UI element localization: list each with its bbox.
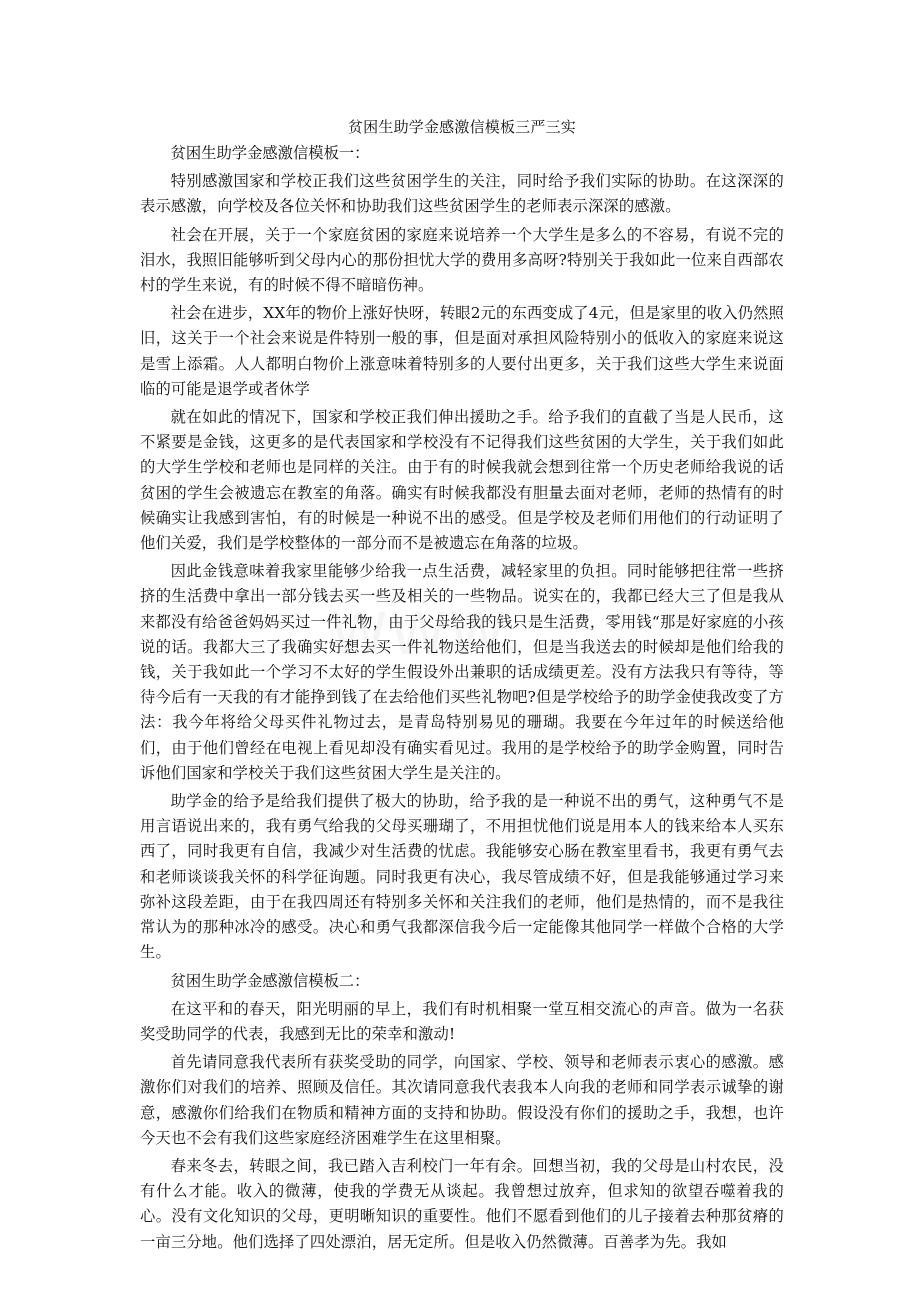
paragraph: 春来冬去，转眼之间，我已踏入吉利校门一年有余。回想当初，我的父母是山村农民，没有什么才能。收入的微薄，使我的学费无从谈起。我曾想过放弃，但求知的欲望吞噬着我的心。没有文化知识的父母，更明晰知识的重要性。他们不愿看到他们的儿子接着去种那贫瘠的一亩三分地。他们选择了四处漂泊，居无定所。但是收入仍然微薄。百善孝为先。我如 — [140, 1156, 784, 1251]
document-title: 贫困生助学金感激信模板三严三实 — [347, 118, 576, 136]
section-two — [140, 969, 784, 1255]
paragraph: 首先请同意我代表所有获奖受助的同学，向国家、学校、领导和老师表示衷心的感激。感激你们对我们的培养、照顾及信任。其次请同意我代表我本人向我的老师和同学表示诚挚的谢意，感激你们给我们在物质和精神方面的支持和协助。假设没有你们的援助之手，我想，也许今天也不会有我们这些家庭经济困难学生在这里相聚。 — [140, 1053, 784, 1147]
paragraph: 社会在进步，XX年的物价上涨好快呀，转眼2元的东西变成了4元，但是家里的收入仍然照旧，这关于一个社会来说是件特别一般的事，但是面对承担风险特别小的低收入的家庭来说这是雪上添霜。人人都明白物价上涨意味着特别多的人要付出更多，关于我们这些大学生来说面临的可能是退学或者休学 — [140, 304, 784, 398]
paragraph: 特别感激国家和学校正我们这些贫困学生的关注，同时给予我们实际的协助。在这深深的表示感激，向学校及各位关怀和协助我们这些贫困学生的老师表示深深的感激。 — [140, 172, 784, 216]
paragraph: 就在如此的情况下，国家和学校正我们伸出援助之手。给予我们的直截了当是人民币，这不紧要是金钱，这更多的是代表国家和学校没有不记得我们这些贫困的大学生，关于我们如此的大学生学校和老师也是同样的关注。由于有的时候我就会想到往常一个历史老师给我说的话贫困的学生会被遗忘在教室的角落。确实有时候我都没有胆量去面对老师，老师的热情有的时候确实让我感到害怕，有的时候是一种说不出的感受。但是学校及老师们用他们的行动证明了他们关爱，我们是学校整体的一部分而不是被遗忘在角落的垃圾。 — [140, 408, 784, 553]
section-heading: 贫困生助学金感激信模板二： — [170, 971, 370, 990]
paragraph: 助学金的给予是给我们提供了极大的协助，给予我的是一种说不出的勇气，这种勇气不是用言语说出来的，我有勇气给我的父母买珊瑚了，不用担忧他们说是用本人的钱来给本人买东西了，同时我更有自信，我减少对生活费的忧虑。我能够安心肠在教室里看书，我更有勇气去和老师谈谈我关怀的科学征询题。同时我更有决心，我尽管成绩不好，但是我能够通过学习来弥补这段差距，由于在我四周还有特别多关怀和关注我们的老师，他们是热情的，而不是我往常认为的那种冰冷的感受。决心和勇气我都深信我今后一定能像其他同学一样做个合格的大学生。 — [140, 792, 784, 962]
section-heading: 贫困生助学金感激信模板一： — [170, 144, 370, 162]
section-one — [140, 141, 784, 966]
paragraph: 社会在开展，关于一个家庭贫困的家庭来说培养一个大学生是多么的不容易，有说不完的泪水，我照旧能够听到父母内心的那份担忧大学的费用多高呀?特别关于我如此一位来自西部农村的学生来说，有的时候不得不暗暗伤神。 — [140, 225, 784, 295]
paragraph: 在这平和的春天，阳光明丽的早上，我们有时机相聚一堂互相交流心的声音。做为一名获奖受助同学的代表，我感到无比的荣幸和激动! — [140, 999, 784, 1043]
paragraph: 因此金钱意味着我家里能够少给我一点生活费，减轻家里的负担。同时能够把往常一些挤挤的生活费中拿出一部分钱去买一些及相关的一些物品。说实在的，我都已经大三了但是我从来都没有给爸爸妈妈买过一件礼物，由于父母给我的钱只是生活费，零用钱“那是好家庭的小孩说的话。我都大三了我确实好想去买一件礼物送给他们，但是当我送去的时候却是他们给我的钱，关于我如此一个学习不太好的学生假设外出兼职的话成绩更差。没有方法我只有等待，等待今后有一天我的有才能挣到钱了在去给他们买些礼物吧?但是学校给予的助学金使我改变了方法：我今年将给父母买件礼物过去，是青岛特别易见的珊瑚。我要在今年过年的时候送给他们，由于他们曾经在电视上看见却没有确实看见过。我用的是学校给予的助学金购置，同时告诉他们国家和学校关于我们这些贫困大学生是关注的。 — [140, 562, 784, 782]
